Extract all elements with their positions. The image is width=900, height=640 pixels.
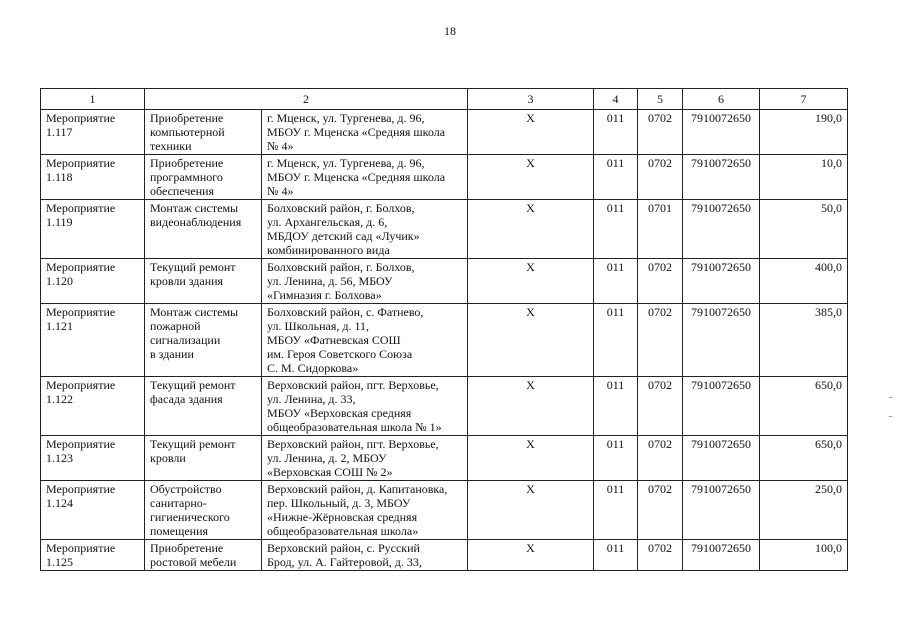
measure-address-cell-line: МБОУ «Верховская средняя <box>267 406 412 420</box>
measure-number-cell <box>41 540 145 571</box>
column-6-cell: 7910072650 <box>683 304 760 377</box>
column-4-cell: 011 <box>594 436 638 481</box>
column-6-cell: 7910072650 <box>683 540 760 571</box>
amount-cell: 400,0 <box>760 259 848 304</box>
measure-address-cell-line: Верховский район, д. Капитановка, <box>267 482 448 496</box>
measure-name-cell <box>145 304 262 377</box>
column-header-3: 3 <box>468 89 594 110</box>
measure-number-cell-line: 1.117 <box>46 125 73 139</box>
measure-name-cell-line: видеонаблюдения <box>150 215 242 229</box>
column-6-cell: 7910072650 <box>683 155 760 200</box>
measure-number-cell-line: 1.123 <box>46 451 73 465</box>
measure-address-cell-line: № 4» <box>267 139 294 153</box>
measure-address-cell-line: Верховский район, пгт. Верховье, <box>267 437 439 451</box>
measure-name-cell-line: помещения <box>150 524 209 538</box>
column-4-cell: 011 <box>594 200 638 259</box>
table-row <box>41 110 848 155</box>
table-row <box>41 259 848 304</box>
measure-name-cell <box>145 436 262 481</box>
measure-address-cell <box>262 436 468 481</box>
column-3-cell: X <box>468 540 594 571</box>
measure-name-cell-line: пожарной <box>150 319 201 333</box>
column-6-cell: 7910072650 <box>683 377 760 436</box>
amount-cell: 385,0 <box>760 304 848 377</box>
measure-name-cell-line: Монтаж системы <box>150 201 239 215</box>
measure-number-cell <box>41 259 145 304</box>
measure-address-cell-line: пер. Школьный, д. 3, МБОУ <box>267 496 411 510</box>
measure-number-cell <box>41 155 145 200</box>
measure-name-cell-line: техники <box>150 139 192 153</box>
column-5-cell: 0702 <box>638 436 683 481</box>
measure-address-cell-line: № 4» <box>267 184 294 198</box>
measure-address-cell-line: «Нижне-Жёрновская средняя <box>267 510 418 524</box>
amount-cell: 50,0 <box>760 200 848 259</box>
measure-number-cell <box>41 200 145 259</box>
column-5-cell: 0702 <box>638 540 683 571</box>
column-header-5: 5 <box>638 89 683 110</box>
measure-address-cell <box>262 377 468 436</box>
measure-number-cell-line: 1.122 <box>46 392 73 406</box>
margin-mark <box>889 397 892 398</box>
column-3-cell: X <box>468 200 594 259</box>
measure-address-cell-line: общеобразовательная школа» <box>267 524 419 538</box>
measure-name-cell <box>145 481 262 540</box>
measure-number-cell <box>41 110 145 155</box>
measure-number-cell <box>41 377 145 436</box>
margin-mark <box>889 416 892 417</box>
measure-name-cell-line: Приобретение <box>150 541 224 555</box>
measure-address-cell <box>262 540 468 571</box>
measure-name-cell <box>145 110 262 155</box>
measure-address-cell-line: ул. Архангельская, д. 6, <box>267 215 388 229</box>
column-5-cell: 0702 <box>638 481 683 540</box>
measures-table <box>40 88 848 571</box>
measure-number-cell-line: Мероприятие <box>46 482 116 496</box>
measure-address-cell-line: г. Мценск, ул. Тургенева, д. 96, <box>267 156 425 170</box>
measure-number-cell <box>41 436 145 481</box>
measure-number-cell-line: Мероприятие <box>46 156 116 170</box>
measure-address-cell-line: общеобразовательная школа № 1» <box>267 420 442 434</box>
measure-address-cell-line: МБОУ г. Мценска «Средняя школа <box>267 170 446 184</box>
measure-address-cell <box>262 304 468 377</box>
measure-number-cell-line: Мероприятие <box>46 260 116 274</box>
measure-address-cell-line: Болховский район, г. Болхов, <box>267 260 415 274</box>
amount-cell: 190,0 <box>760 110 848 155</box>
measure-address-cell-line: «Верховская СОШ № 2» <box>267 465 393 479</box>
table-body <box>41 110 848 571</box>
page-number: 18 <box>444 24 456 38</box>
measure-name-cell-line: кровли здания <box>150 274 224 288</box>
column-header-1: 1 <box>41 89 145 110</box>
column-header-2: 2 <box>145 89 468 110</box>
column-3-cell: X <box>468 110 594 155</box>
measure-name-cell-line: в здании <box>150 347 194 361</box>
measure-address-cell-line: г. Мценск, ул. Тургенева, д. 96, <box>267 111 425 125</box>
column-5-cell: 0702 <box>638 110 683 155</box>
measure-address-cell-line: комбинированного вида <box>267 243 390 257</box>
measure-number-cell <box>41 481 145 540</box>
table-row <box>41 436 848 481</box>
table-row <box>41 155 848 200</box>
measure-name-cell-line: санитарно- <box>150 496 207 510</box>
column-3-cell: X <box>468 259 594 304</box>
measure-address-cell-line: МБОУ г. Мценска «Средняя школа <box>267 125 446 139</box>
measure-name-cell-line: программного <box>150 170 223 184</box>
amount-cell: 650,0 <box>760 436 848 481</box>
column-4-cell: 011 <box>594 540 638 571</box>
column-6-cell: 7910072650 <box>683 481 760 540</box>
column-5-cell: 0702 <box>638 377 683 436</box>
measure-number-cell-line: Мероприятие <box>46 201 116 215</box>
measure-address-cell-line: ул. Школьная, д. 11, <box>267 319 370 333</box>
column-4-cell: 011 <box>594 304 638 377</box>
measure-number-cell-line: Мероприятие <box>46 305 116 319</box>
table-row <box>41 304 848 377</box>
measure-address-cell-line: «Гимназия г. Болхова» <box>267 288 382 302</box>
measure-number-cell-line: 1.120 <box>46 274 73 288</box>
column-4-cell: 011 <box>594 377 638 436</box>
measure-address-cell-line: ул. Ленина, д. 56, МБОУ <box>267 274 393 288</box>
measure-address-cell-line: МБДОУ детский сад «Лучик» <box>267 229 420 243</box>
measure-address-cell-line: Болховский район, с. Фатнево, <box>267 305 424 319</box>
measure-name-cell-line: ростовой мебели <box>150 555 237 569</box>
column-6-cell: 7910072650 <box>683 110 760 155</box>
measure-address-cell <box>262 155 468 200</box>
measure-name-cell <box>145 155 262 200</box>
measure-name-cell-line: Приобретение <box>150 111 224 125</box>
column-5-cell: 0702 <box>638 155 683 200</box>
measure-number-cell-line: Мероприятие <box>46 541 116 555</box>
column-6-cell: 7910072650 <box>683 200 760 259</box>
measure-address-cell-line: ул. Ленина, д. 2, МБОУ <box>267 451 387 465</box>
measure-name-cell-line: Текущий ремонт <box>150 437 236 451</box>
measure-name-cell-line: кровли <box>150 451 186 465</box>
column-6-cell: 7910072650 <box>683 436 760 481</box>
header-row <box>41 89 848 110</box>
measure-address-cell-line: Болховский район, г. Болхов, <box>267 201 415 215</box>
measure-address-cell <box>262 110 468 155</box>
column-5-cell: 0701 <box>638 200 683 259</box>
column-3-cell: X <box>468 377 594 436</box>
measure-number-cell <box>41 304 145 377</box>
table-row <box>41 540 848 571</box>
column-header-6: 6 <box>683 89 760 110</box>
measure-address-cell-line: С. М. Сидоркова» <box>267 361 359 375</box>
column-4-cell: 011 <box>594 259 638 304</box>
measure-number-cell-line: Мероприятие <box>46 111 116 125</box>
measure-name-cell <box>145 377 262 436</box>
measure-address-cell-line: Верховский район, пгт. Верховье, <box>267 378 439 392</box>
measure-name-cell-line: сигнализации <box>150 333 221 347</box>
measure-name-cell-line: Приобретение <box>150 156 224 170</box>
measure-number-cell-line: 1.124 <box>46 496 73 510</box>
measure-name-cell-line: обеспечения <box>150 184 215 198</box>
measure-number-cell-line: 1.118 <box>46 170 73 184</box>
measure-name-cell <box>145 200 262 259</box>
measure-address-cell-line: Брод, ул. А. Гайтеровой, д. 33, <box>267 555 422 569</box>
amount-cell: 650,0 <box>760 377 848 436</box>
table-row <box>41 481 848 540</box>
measure-address-cell <box>262 259 468 304</box>
measure-address-cell-line: им. Героя Советского Союза <box>267 347 413 361</box>
measure-address-cell-line: Верховский район, с. Русский <box>267 541 420 555</box>
column-5-cell: 0702 <box>638 304 683 377</box>
column-3-cell: X <box>468 304 594 377</box>
measure-number-cell-line: Мероприятие <box>46 437 116 451</box>
measure-name-cell-line: фасада здания <box>150 392 223 406</box>
amount-cell: 250,0 <box>760 481 848 540</box>
table-row <box>41 200 848 259</box>
measure-name-cell-line: Текущий ремонт <box>150 260 236 274</box>
column-4-cell: 011 <box>594 110 638 155</box>
column-4-cell: 011 <box>594 481 638 540</box>
measure-address-cell <box>262 481 468 540</box>
column-6-cell: 7910072650 <box>683 259 760 304</box>
measure-number-cell-line: 1.121 <box>46 319 73 333</box>
measure-name-cell-line: гигиенического <box>150 510 230 524</box>
amount-cell: 10,0 <box>760 155 848 200</box>
table-row <box>41 377 848 436</box>
measure-address-cell <box>262 200 468 259</box>
column-5-cell: 0702 <box>638 259 683 304</box>
measure-name-cell-line: Обустройство <box>150 482 222 496</box>
measure-name-cell-line: Текущий ремонт <box>150 378 236 392</box>
column-3-cell: X <box>468 155 594 200</box>
column-3-cell: X <box>468 436 594 481</box>
measure-number-cell-line: Мероприятие <box>46 378 116 392</box>
measure-name-cell <box>145 259 262 304</box>
column-4-cell: 011 <box>594 155 638 200</box>
amount-cell: 100,0 <box>760 540 848 571</box>
measure-name-cell-line: Монтаж системы <box>150 305 239 319</box>
measure-name-cell <box>145 540 262 571</box>
column-3-cell: X <box>468 481 594 540</box>
measure-number-cell-line: 1.125 <box>46 555 73 569</box>
measure-address-cell-line: МБОУ «Фатневская СОШ <box>267 333 401 347</box>
column-header-4: 4 <box>594 89 638 110</box>
measure-address-cell-line: ул. Ленина, д. 33, <box>267 392 356 406</box>
column-header-7: 7 <box>760 89 848 110</box>
measure-number-cell-line: 1.119 <box>46 215 73 229</box>
measure-name-cell-line: компьютерной <box>150 125 225 139</box>
